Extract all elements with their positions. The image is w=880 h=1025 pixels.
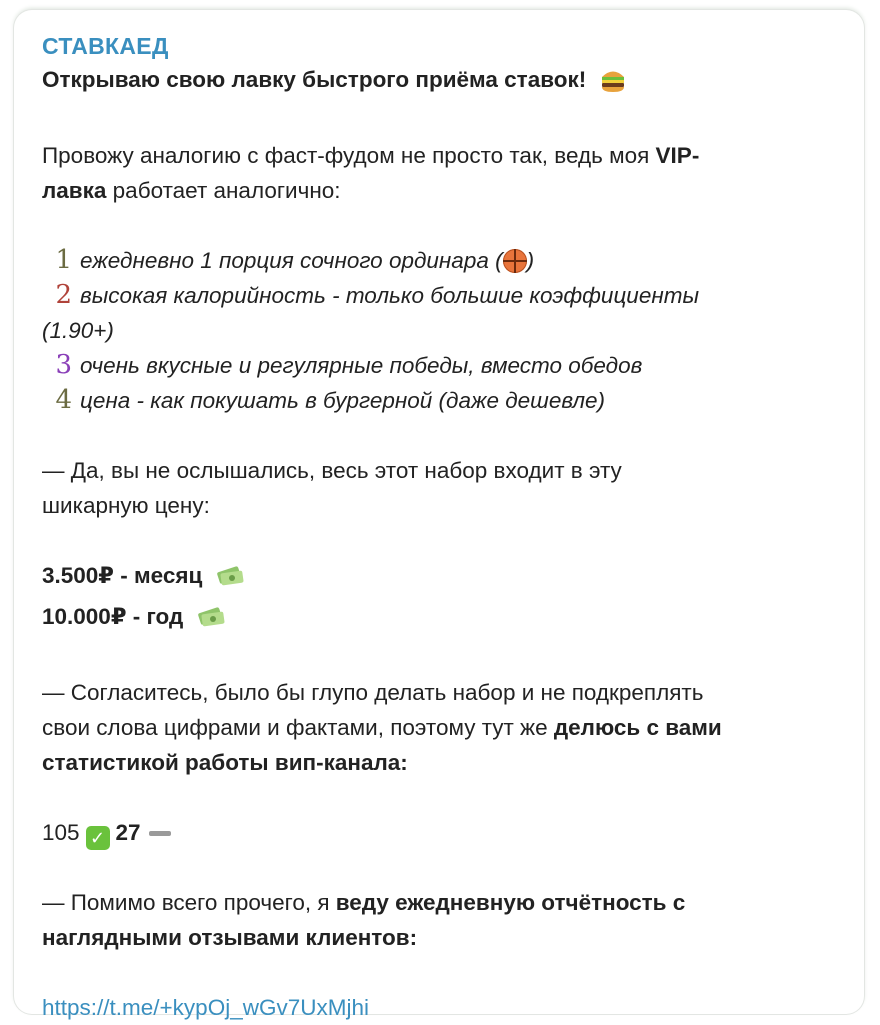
list-text-2: высокая калорийность - только большие коэффициенты xyxy=(80,283,700,308)
money-icon xyxy=(215,563,245,599)
price-year-text: 10.000₽ - год xyxy=(42,604,184,629)
reports-text: — Помимо всего прочего, я xyxy=(42,890,336,915)
intro-line-2 xyxy=(42,173,840,208)
agree-text: свои слова цифрами и фактами, поэтому тут же xyxy=(42,715,554,740)
agree-line-2 xyxy=(42,710,840,745)
list-number-1: 1 xyxy=(55,245,72,275)
reports-line-1 xyxy=(42,885,840,920)
money-icon xyxy=(196,604,226,640)
list-item-2-cont xyxy=(42,313,840,348)
message-bubble xyxy=(14,10,864,1020)
list-number-4: 4 xyxy=(55,385,72,415)
price-year xyxy=(42,599,840,640)
check-icon: ✓ xyxy=(86,826,110,850)
agree-bold: делюсь с вами xyxy=(553,715,722,740)
offer-line-2: шикарную цену: xyxy=(42,493,210,518)
intro-lavka: лавка xyxy=(42,178,107,203)
list-text-1: ежедневно 1 порция сочного ординара ( xyxy=(80,248,503,273)
agree-line-3: статистикой работы вип-канала: xyxy=(42,750,408,775)
agree-line-1: — Согласитесь, было бы глупо делать набор и не подкреплять xyxy=(42,680,704,705)
message-title xyxy=(42,62,840,103)
list-number-3: 3 xyxy=(55,350,72,380)
reports-bold: веду ежедневную отчётность с xyxy=(335,890,686,915)
list-text-4: цена - как покушать в бургерной (даже дешевле) xyxy=(80,388,606,413)
list-item-3 xyxy=(42,348,840,383)
losses-count: 27 xyxy=(115,820,141,845)
channel-link[interactable]: https://t.me/+kypOj_wGv7UxMjhi xyxy=(42,995,369,1020)
intro-text: Провожу аналогию с фаст-фудом не просто так, ведь моя xyxy=(42,143,656,168)
intro-line-1 xyxy=(42,138,840,173)
price-month xyxy=(42,558,840,599)
list-text-3: очень вкусные и регулярные победы, вместо обедов xyxy=(80,353,643,378)
list-suffix-1: ) xyxy=(526,248,535,273)
basketball-icon xyxy=(503,249,527,273)
intro-text-end: работает аналогично: xyxy=(106,178,341,203)
intro-vip: VIP- xyxy=(655,143,700,168)
list-item-2 xyxy=(42,278,840,313)
list-number-2: 2 xyxy=(55,280,72,310)
list-text-2-cont: (1.90+) xyxy=(42,318,114,343)
offer-line-1: — Да, вы не ослышались, весь этот набор входит в эту xyxy=(42,458,622,483)
minus-icon xyxy=(149,831,171,836)
reports-line-2: наглядными отзывами клиентов: xyxy=(42,925,418,950)
price-month-text: 3.500₽ - месяц xyxy=(42,563,203,588)
list-item-4 xyxy=(42,383,840,418)
wins-count: 105 xyxy=(42,820,80,845)
message-content xyxy=(42,30,840,1025)
stats-line xyxy=(42,815,840,850)
channel-name[interactable]: СТАВКАЕД xyxy=(42,33,169,59)
burger-icon xyxy=(599,65,627,103)
title-text: Открываю свою лавку быстрого приёма ставок! xyxy=(42,67,587,92)
list-item-1 xyxy=(42,243,840,278)
